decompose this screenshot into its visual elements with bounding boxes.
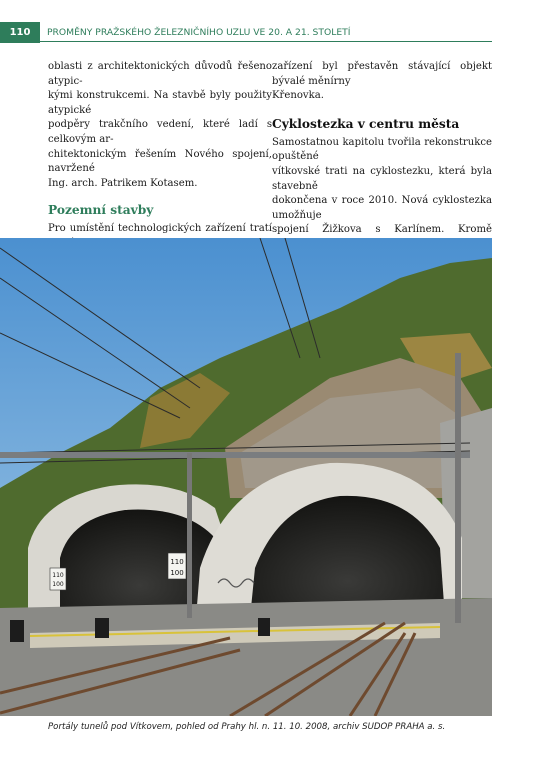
overhead-gantry [0, 452, 470, 458]
text-line: Ing. arch. Patrikem Kotasem. [48, 177, 198, 189]
section-heading-cyklostezka: Cyklostezka v centru města [272, 116, 460, 131]
sign-text: 100 [170, 569, 184, 577]
trackbed-ballast [0, 598, 492, 716]
text-line: kými konstrukcemi. Na stavbě byly použity atypické [48, 90, 272, 116]
text-line: Křenovka. [272, 90, 324, 102]
sign-text: 110 [170, 558, 184, 566]
header-rule [0, 41, 492, 42]
sign-text: 110 [52, 572, 64, 579]
right-intro-paragraph [272, 60, 492, 104]
running-title: PROMĚNY PRAŽSKÉHO ŽELEZNIČNÍHO UZLU VE 20. A 21. STOLETÍ [47, 27, 351, 38]
text-line: Pro umístění technologických zařízení tratí [48, 223, 272, 235]
text-line: vítkovské trati na cyklostezku, která byla stavebně [272, 165, 492, 192]
left-tunnel-bore [60, 510, 220, 618]
left-speed-sign [50, 568, 66, 590]
center-speed-sign [168, 553, 186, 579]
section-heading-pozemni-stavby: Pozemní stavby [48, 203, 154, 218]
photo-caption: Portály tunelů pod Vítkovem, pohled od Prahy hl. n. 11. 10. 2008, archiv SUDOP PRAHA a. s. [48, 722, 446, 732]
catenary-mast [455, 353, 461, 623]
page-number: 110 [0, 22, 40, 43]
tunnel-portals-photo [0, 238, 492, 716]
text-line: oblasti z architektonických důvodů řešeno atypic- [48, 61, 272, 87]
text-line: dokončena v roce 2010. Nová cyklostezka umožňuje [272, 195, 492, 221]
left-intro-paragraph [48, 60, 272, 191]
text-line: Samostatnou kapitolu tvořila rekonstrukce opuštěné [272, 136, 492, 163]
sign-text: 100 [52, 581, 64, 588]
text-line: chitektonickým řešením Nového spojení, navržené [48, 148, 272, 175]
text-line: podpěry trakčního vedení, které ladí s celkovým ar- [48, 119, 272, 145]
text-line: zařízení byl přestavěn stávající objekt bývalé měnírny [272, 61, 492, 87]
catenary-mast [187, 453, 192, 618]
photo-illustration [0, 238, 492, 716]
page-header [0, 22, 492, 44]
text-line: spojení Žižkova s Karlínem. Kromě [272, 224, 492, 236]
